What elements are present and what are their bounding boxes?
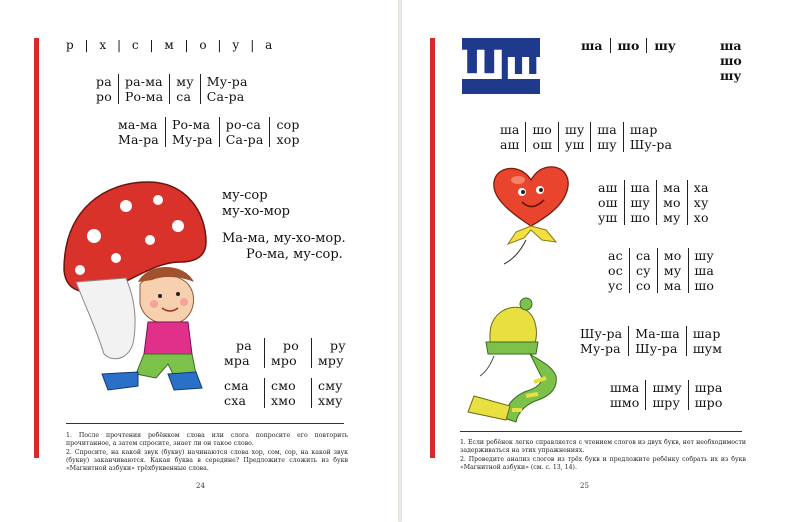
syllable: хо (693, 210, 709, 225)
syllable: Му-ра (580, 341, 621, 356)
syllable-group (645, 380, 687, 410)
syllable: уш (598, 210, 618, 225)
syllable: шу (720, 68, 742, 83)
syllable: Ма-ра (118, 132, 159, 147)
syllable: мро (271, 353, 297, 368)
word-line: му-хо-мор (222, 204, 290, 219)
syllable: шум (692, 341, 723, 356)
syllable: ма-ма (118, 117, 158, 132)
syllable: шу (646, 38, 682, 53)
syllable-group (112, 117, 165, 147)
syllable: мо (663, 195, 681, 210)
mushroom-boy-illustration (56, 178, 216, 398)
syllable-group (686, 326, 728, 356)
syllable: шмо (610, 395, 640, 410)
syllable: ос (608, 263, 623, 278)
syllable: мра (224, 353, 250, 368)
syllable: шо (610, 38, 647, 53)
syllable-group (604, 380, 645, 410)
syllable-block-2 (112, 117, 306, 147)
syllable-block-3 (602, 248, 720, 293)
syllable: Шу-ра (629, 137, 673, 152)
word-line: му-сор (222, 188, 268, 203)
syllable: Шу-ра (635, 341, 678, 356)
syllable: му (663, 263, 682, 278)
syllable-group (494, 122, 525, 152)
letter: о (199, 38, 208, 52)
syllable-group (264, 378, 311, 408)
syllable-group (169, 74, 199, 104)
syllable-group (218, 338, 264, 368)
syllable: со (635, 278, 651, 293)
syllable: сму (318, 378, 343, 393)
syllable-group (558, 122, 590, 152)
syllable: хор (276, 132, 300, 147)
footnote: 1. Если ребёнок легко справляется с чтением слогов из двух букв, нет необходимости задерживаться на этих упражнениях. (460, 439, 746, 454)
syllable: ош (598, 195, 618, 210)
syllable: шар (692, 326, 721, 341)
syllable: шу (565, 122, 585, 137)
syllable-group (590, 122, 622, 152)
syllable-group (629, 248, 657, 293)
syllable-group (623, 122, 678, 152)
footnote-divider (66, 423, 344, 424)
syllable: ро (96, 89, 112, 104)
top-syllable-column (720, 38, 742, 83)
syllable: шу (597, 137, 617, 152)
syllable: ма (663, 180, 681, 195)
syllable-group (525, 122, 558, 152)
syllable: Ма-ша (635, 326, 680, 341)
red-margin-bar (34, 38, 39, 458)
syllable: ма (663, 278, 682, 293)
syllable: аш (598, 180, 618, 195)
syllable-block-3 (218, 338, 358, 368)
right-page (402, 0, 800, 522)
letter: р (66, 38, 75, 52)
syllable: Са-ра (206, 89, 245, 104)
letter: с (131, 38, 140, 52)
syllable: ра-ма (124, 74, 163, 89)
syllable: шма (610, 380, 640, 395)
red-margin-bar (430, 38, 435, 458)
syllable: му (663, 210, 681, 225)
syllable: шу (694, 248, 714, 263)
syllable: шар (629, 122, 658, 137)
syllable: ху (693, 195, 709, 210)
syllable: сма (224, 378, 249, 393)
syllable: шо (720, 53, 742, 68)
syllable: ра (96, 74, 112, 89)
syllable-block-5 (604, 380, 729, 410)
syllable-group (624, 180, 657, 225)
syllable: ус (608, 278, 623, 293)
syllable: му (176, 74, 194, 89)
syllable: шу (630, 195, 650, 210)
syllable: Шу-ра (580, 326, 623, 341)
syllable-group (688, 380, 729, 410)
syllable: мру (318, 353, 344, 368)
syllable: шму (652, 380, 682, 395)
syllable-group (218, 378, 264, 408)
left-page (0, 0, 398, 522)
syllable-group (165, 117, 219, 147)
heart-balloon-illustration (486, 160, 576, 270)
letter-badge: Шш (462, 38, 540, 94)
syllable: хмо (271, 393, 296, 408)
syllable: ша (500, 122, 520, 137)
syllable: аш (500, 137, 520, 152)
syllable: шо (694, 278, 715, 293)
syllable-group (200, 74, 254, 104)
syllable: са (635, 248, 651, 263)
letter: х (99, 38, 107, 52)
syllable: шра (694, 380, 723, 395)
phrase-line: Ро-ма, му-сор. (246, 247, 343, 262)
hat-scarf-illustration (460, 296, 570, 426)
syllable-group (687, 180, 715, 225)
letter-row: р | х | с | м | о | у | а (66, 38, 273, 52)
syllable: Ро-ма (124, 89, 164, 104)
syllable-block-2 (592, 180, 715, 225)
syllable: су (635, 263, 651, 278)
footnote: 1. После прочтения ребёнком слова или слога попросите его повторить прочитанное, а затем спросите, знает ли он такое слово. (66, 432, 348, 447)
syllable-group (311, 378, 358, 408)
syllable-block-4 (574, 326, 728, 356)
syllable-group (311, 338, 358, 368)
syllable: ра (236, 338, 252, 353)
syllable-group (574, 326, 628, 356)
footnote: 2. Спросите, на какой звук (букву) начинаются слова хор, сом, сор, на какой звук (букву) заканчиваются. Какая буква в середине? Предложите сложить из букв «Магнитной азбуки» трёхбуквенные слова. (66, 449, 348, 472)
syllable: шо (532, 122, 553, 137)
syllable: ру (330, 338, 346, 353)
syllable-group (219, 117, 270, 147)
syllable: Му-ра (206, 74, 248, 89)
syllable: сор (276, 117, 300, 132)
syllable: сха (224, 393, 247, 408)
page-number: 25 (580, 482, 589, 490)
syllable: ро (283, 338, 299, 353)
syllable-group (118, 74, 169, 104)
syllable-group (90, 74, 118, 104)
syllable: шру (652, 395, 681, 410)
letter: м (164, 38, 175, 52)
syllable-group (688, 248, 721, 293)
syllable-block-1 (494, 122, 678, 152)
syllable-group (269, 117, 305, 147)
syllable: мо (663, 248, 682, 263)
letter: у (232, 38, 240, 52)
syllable: са (176, 89, 192, 104)
syllable: ша (581, 38, 603, 53)
syllable-group (657, 248, 688, 293)
syllable-block-1 (90, 74, 254, 104)
syllable: ро-са (225, 117, 261, 132)
phrase-line: Ма-ма, му-хо-мор. (222, 231, 346, 246)
footnote-divider (460, 431, 742, 432)
syllable: Му-ра (171, 132, 213, 147)
syllable: смо (271, 378, 296, 393)
syllable: ша (694, 263, 715, 278)
syllable-group (264, 338, 311, 368)
letter: а (265, 38, 273, 52)
syllable: хму (318, 393, 343, 408)
syllable: шо (630, 210, 651, 225)
syllable-block-4 (218, 378, 358, 408)
page-number: 24 (196, 482, 205, 490)
syllable: уш (565, 137, 585, 152)
syllable: ша (630, 180, 651, 195)
syllable: Ро-ма (171, 117, 211, 132)
syllable: ош (532, 137, 553, 152)
syllable: Са-ра (225, 132, 264, 147)
footnote: 2. Проведите анализ слогов из трёх букв и предложите ребёнку собрать их из букв «Магнитной азбуки» (см. с. 13, 14). (460, 456, 746, 471)
top-syllable-row (574, 38, 683, 53)
syllable: ша (597, 122, 617, 137)
syllable: ас (608, 248, 623, 263)
syllable-group (602, 248, 629, 293)
syllable-group (592, 180, 624, 225)
syllable-group (628, 326, 686, 356)
syllable: ша (720, 38, 742, 53)
syllable: ха (693, 180, 709, 195)
syllable: шро (694, 395, 723, 410)
syllable-group (656, 180, 687, 225)
